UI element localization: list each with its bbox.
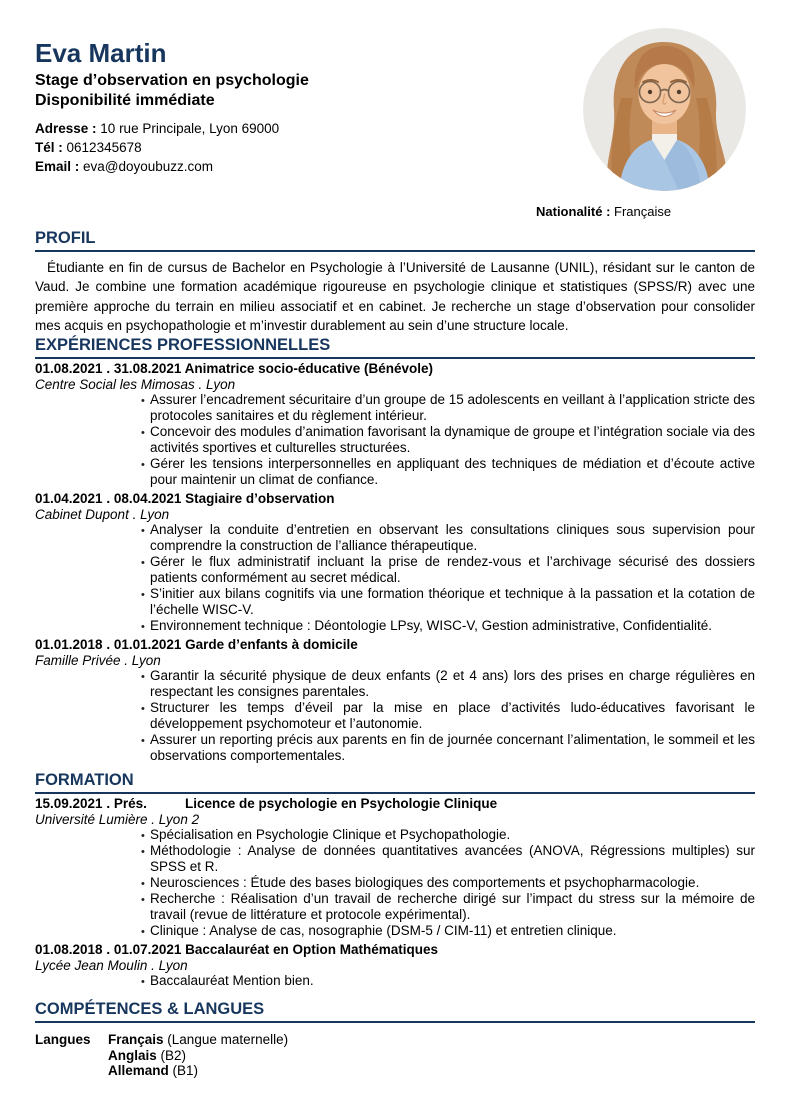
formation-entry-1 [35, 796, 755, 939]
bullet-item: • Assurer un reporting précis aux parents en fin de journée concernant l’alimentation, le sommeil et les observations comportementales. [35, 732, 755, 764]
bullet-item: • Garantir la sécurité physique de deux enfants (2 et 4 ans) lors des prises en charge régulières en respectant les consignes parentales. [35, 668, 755, 700]
entry-bullets [35, 392, 755, 488]
entry-school: Lycée Jean Moulin . Lyon [35, 958, 188, 974]
nationality-value: Française [614, 204, 672, 219]
entry-organization: Centre Social les Mimosas . Lyon [35, 377, 236, 393]
bullet-item: • Gérer les tensions interpersonnelles en appliquant des techniques de médiation et d’écoute active pour maintenir un climat de confiance. [35, 456, 755, 488]
section-formation [35, 772, 755, 989]
entry-bullets [35, 522, 755, 634]
bullet-item: • Recherche : Réalisation d’un travail de recherche dirigé sur l’impact du stress sur la mémoire de travail (revue de littérature et protocole expérimental). [35, 891, 755, 923]
bullet-item: • S’initier aux bilans cognitifs via une formation théorique et technique à la passation et la cotation de l’échelle WISC-V. [35, 586, 755, 618]
formation-entry-2 [35, 942, 755, 989]
phone-value: 0612345678 [66, 140, 142, 155]
entry-degree: Baccalauréat en Option Mathématiques [185, 942, 438, 958]
entry-title [35, 637, 755, 653]
entry-role: Animatrice socio-éducative (Bénévole) [184, 361, 433, 377]
languages-block [35, 1032, 755, 1079]
bullet-item: • Assurer l’encadrement sécuritaire d’un groupe de 15 adolescents en veillant à l’application stricte des protocoles sanitaires et du règlement intérieur. [35, 392, 755, 424]
availability: Disponibilité immédiate [35, 92, 215, 109]
section-competences [35, 1001, 755, 1079]
entry-dates: 01.08.2021 . 31.08.2021 [35, 361, 182, 377]
email-label: Email : [35, 159, 80, 174]
bullet-item: • Spécialisation en Psychologie Clinique et Psychopathologie. [35, 827, 755, 843]
bullet-item: • Structurer les temps d’éveil par la mise en place d’activités ludo-éducatives favorisant le développement psychomoteur et l’autonomie. [35, 700, 755, 732]
bullet-item: • Analyser la conduite d’entretien en observant les consultations cliniques sous supervision pour comprendre la construction de l’alliance thérapeutique. [35, 522, 755, 554]
person-name: Eva Martin [35, 38, 167, 68]
entry-bullets [35, 827, 755, 939]
entry-role: Stagiaire d’observation [185, 491, 335, 507]
language-level: (Langue maternelle) [167, 1032, 289, 1048]
section-profil [35, 230, 755, 335]
entry-bullets [35, 668, 755, 764]
portrait-photo-image [583, 28, 746, 191]
formation-heading: FORMATION [35, 772, 755, 794]
entry-dates: 01.04.2021 . 08.04.2021 [35, 491, 182, 507]
profile-photo [583, 28, 746, 191]
bullet-item: • Environnement technique : Déontologie LPsy, WISC-V, Gestion administrative, Confidentialité. [35, 618, 755, 634]
languages-list [108, 1032, 288, 1079]
profil-heading: PROFIL [35, 230, 755, 252]
entry-school: Université Lumière . Lyon 2 [35, 812, 200, 828]
entry-dates: 15.09.2021 . Prés. [35, 796, 147, 812]
entry-organization: Cabinet Dupont . Lyon [35, 507, 170, 523]
entry-dates: 01.01.2018 . 01.01.2021 [35, 637, 182, 653]
bullet-item: • Neurosciences : Étude des bases biologiques des comportements et psychopharmacologie. [35, 875, 755, 891]
language-item [108, 1048, 288, 1064]
nationality [536, 204, 671, 220]
bullet-item: • Clinique : Analyse de cas, nosographie (DSM-5 / CIM-11) et entretien clinique. [35, 923, 755, 939]
experience-entry-3 [35, 637, 755, 764]
language-name: Anglais [108, 1047, 157, 1063]
address-value: 10 rue Principale, Lyon 69000 [100, 121, 280, 136]
language-item [108, 1032, 288, 1048]
entry-degree: Licence de psychologie en Psychologie Clinique [185, 796, 498, 812]
entry-bullets [35, 973, 755, 989]
phone-label: Tél : [35, 140, 63, 155]
language-name: Allemand [108, 1063, 169, 1079]
entry-dates: 01.08.2018 . 01.07.2021 [35, 942, 182, 958]
experience-entry-2 [35, 491, 755, 634]
experience-entry-1 [35, 361, 755, 488]
language-level: (B2) [160, 1047, 187, 1063]
entry-title [35, 361, 755, 377]
job-title: Stage d’observation en psychologie [35, 72, 309, 89]
profil-text: Étudiante en fin de cursus de Bachelor en Psychologie à l’Université de Lausanne (UNIL), résidant sur le canton de Vaud. Je combine une formation académique rigoureuse en psychologie clinique et statistiques (SPSS/R) avec une première approche du terrain en milieu associatif et en cabinet. Je recherche un stage d’observation pour consolider mes acquis en psychopathologie et m’investir durablement au sein d’une structure locale. [35, 260, 755, 333]
language-level: (B1) [172, 1063, 199, 1079]
address-label: Adresse : [35, 121, 97, 136]
experiences-heading: EXPÉRIENCES PROFESSIONNELLES [35, 337, 755, 359]
bullet-item: • Gérer le flux administratif incluant la prise de rendez-vous et l’archivage sécurisé des dossiers patients conformément au secret médical. [35, 554, 755, 586]
language-item [108, 1063, 288, 1079]
language-name: Français [108, 1032, 164, 1048]
bullet-item: • Baccalauréat Mention bien. [35, 973, 755, 989]
email-value: eva@doyoubuzz.com [83, 159, 214, 174]
entry-role: Garde d’enfants à domicile [185, 637, 358, 653]
entry-title [35, 491, 755, 507]
entry-title [35, 942, 755, 958]
entry-organization: Famille Privée . Lyon [35, 653, 161, 669]
competences-heading: COMPÉTENCES & LANGUES [35, 1001, 755, 1023]
entry-title [35, 796, 755, 812]
bullet-item: • Concevoir des modules d’animation favorisant la dynamique de groupe et l’intégration sociale via des activités sportives et culturelles structurées. [35, 424, 755, 456]
languages-label: Langues [35, 1032, 91, 1048]
section-experiences [35, 337, 755, 764]
bullet-item: • Méthodologie : Analyse de données quantitatives avancées (ANOVA, Régressions multiples) sur SPSS et R. [35, 843, 755, 875]
nationality-label: Nationalité : [536, 204, 611, 219]
